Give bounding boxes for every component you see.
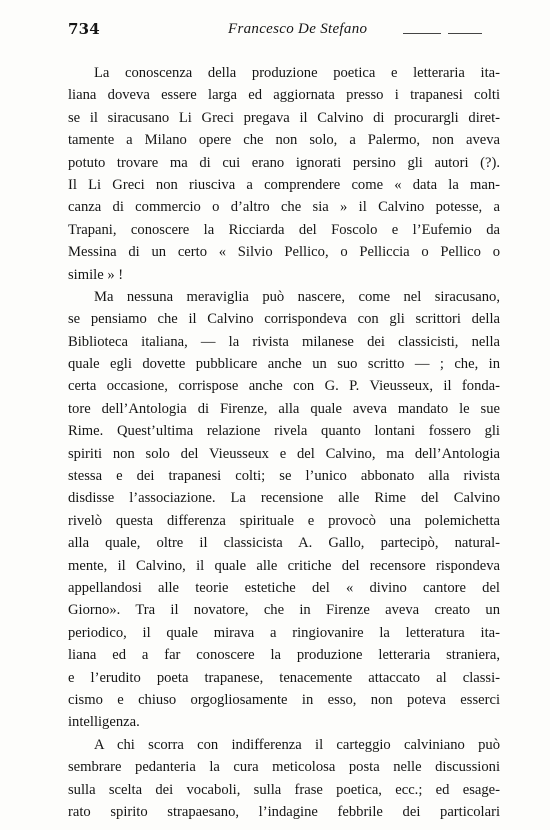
text-line: rato spirito strapaesano, l’indagine febbrile dei particolari	[68, 803, 500, 820]
text-line: spiriti non solo del Vieusseux e del Calvino, ma dell’Antologia	[68, 445, 500, 462]
text-line: potuto trovare ma di cui erano ignorati persino gli autori (?).	[68, 154, 500, 171]
header-rule	[448, 33, 482, 34]
text-line: Biblioteca italiana, — la rivista milanese dei classicisti, nella	[68, 333, 500, 350]
text-line: Il Li Greci non riusciva a comprendere come « data la man-	[68, 176, 500, 193]
text-line: canza di commercio o d’altro che sia » il Calvino potesse, a	[68, 199, 500, 216]
text-line: intelligenza.	[68, 714, 140, 731]
text-line: stessa e dei trapanesi colti; se l’unico abbonato alla rivista	[68, 468, 500, 485]
text-line: simile » !	[68, 266, 124, 283]
text-line: se il siracusano Li Greci pregava il Calvino di procurargli diret-	[68, 109, 500, 126]
text-line: quale egli dovette pubblicare anche un suo scritto — ; che, in	[68, 356, 500, 373]
text-line: A chi scorra con indifferenza il carteggio calviniano può	[94, 736, 500, 753]
text-line: liana doveva essere larga ed aggiornata presso i trapanesi colti	[68, 87, 500, 104]
text-line: e l’erudito poeta trapanese, tenacemente attaccato al classi-	[68, 669, 500, 686]
running-head: Francesco De Stefano	[228, 21, 368, 37]
text-line: se pensiamo che il Calvino corrispondeva con gli scrittori della	[68, 311, 500, 328]
text-line: tamente a Milano opere che non solo, a Palermo, non aveva	[68, 132, 500, 149]
text-line: tore dell’Antologia di Firenze, alla quale aveva mandato le sue	[68, 400, 500, 417]
text-line: disdisse l’associazione. La recensione alle Rime del Calvino	[68, 490, 500, 507]
text-line: sembrare pedanteria la cura meticolosa posta nelle discussioni	[68, 759, 500, 776]
text-line: cismo e chiuso orgogliosamente in esso, non poteva esserci	[68, 691, 500, 708]
header-rule	[403, 33, 441, 34]
text-line: periodico, il quale mirava a ringiovanire la letteratura ita-	[68, 624, 500, 641]
text-line: liana ed a far conoscere la produzione letteraria straniera,	[68, 647, 500, 664]
text-line: sulla scelta dei vocaboli, sulla frase poetica, ecc.; ed esage-	[68, 781, 500, 798]
text-line: certa occasione, corrispose anche con G. P. Vieusseux, il fonda-	[68, 378, 500, 395]
text-line: mente, il Calvino, il quale alle critiche del recensore rispondeva	[68, 557, 500, 574]
text-line: alla quale, oltre il classicista A. Gallo, partecipò, natural-	[68, 535, 500, 552]
text-line: rivelò questa differenza spirituale e provocò una polemichetta	[68, 512, 500, 529]
text-line: Ma nessuna meraviglia può nascere, come nel siracusano,	[94, 288, 500, 305]
text-line: Trapani, conoscere la Ricciarda del Foscolo e l’Eufemio da	[68, 221, 500, 238]
text-line: Giorno». Tra il novatore, che in Firenze aveva creato un	[68, 602, 500, 619]
text-line: La conoscenza della produzione poetica e letteraria ita-	[94, 65, 500, 81]
page-number: 734	[68, 20, 100, 38]
body-text	[68, 62, 500, 823]
text-line: appellandosi alle teorie estetiche del « divino cantore del	[68, 579, 500, 596]
page-header	[68, 20, 480, 40]
text-line: Messina di un certo « Silvio Pellico, o Pelliccia o Pellico o	[68, 244, 500, 261]
text-line: Rime. Quest’ultima relazione rivela quanto lontani fossero gli	[68, 423, 500, 440]
